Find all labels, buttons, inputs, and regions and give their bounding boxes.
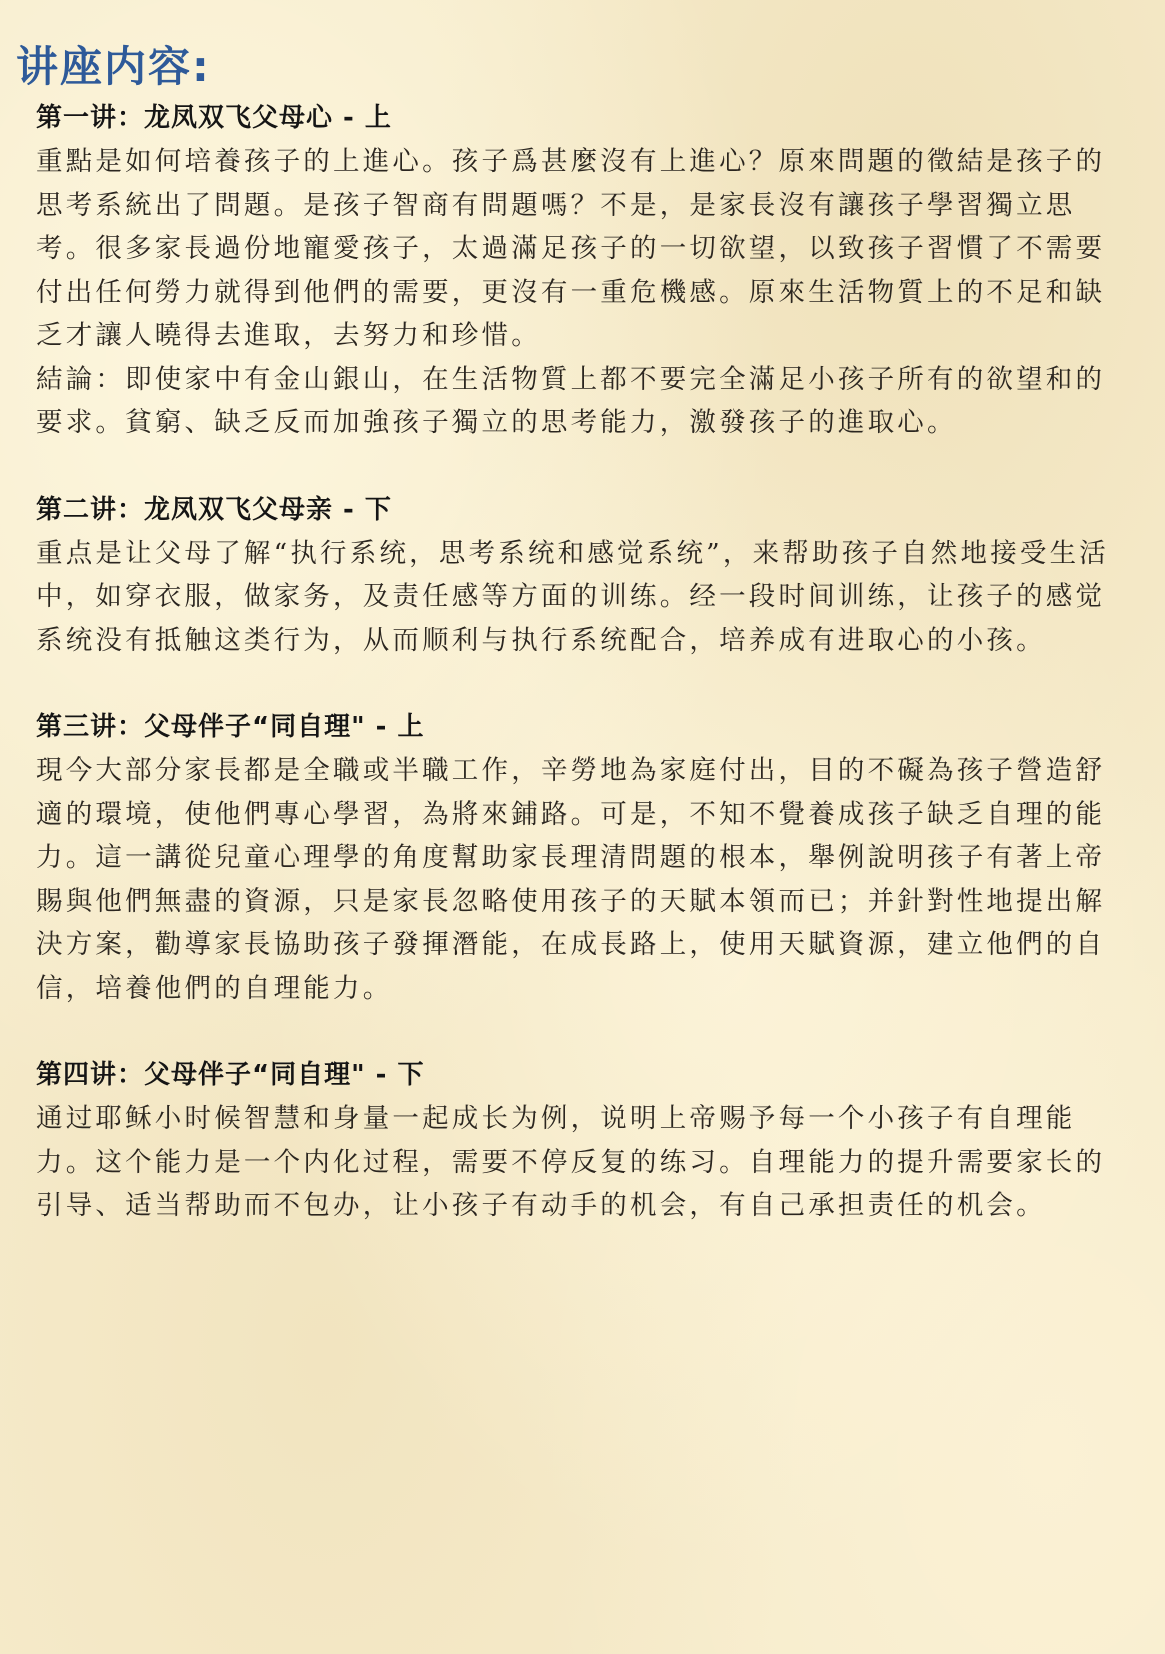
- lecture-section-2: [36, 488, 1125, 663]
- lecture-conclusion: 結論：即使家中有金山銀山，在生活物質上都不要完全滿足小孩子所有的欲望和的要求。貧窮、缺乏反而加強孩子獨立的思考能力，激發孩子的進取心。: [36, 363, 1106, 438]
- lecture-paragraph: 重点是让父母了解“执行系统，思考系统和感觉系统”，来帮助孩子自然地接受生活中，如穿衣服，做家务，及责任感等方面的训练。经一段时间训练，让孩子的感觉系统没有抵触这类行为，从而顺利与执行系统配合，培养成有进取心的小孩。: [36, 537, 1109, 656]
- lecture-heading: 第一讲：龙凤双飞父母心 - 上: [36, 103, 392, 133]
- lecture-section-1: [36, 96, 1125, 445]
- lecture-paragraph: 重點是如何培養孩子的上進心。孩子爲甚麼沒有上進心？原來問題的徵結是孩子的思考系統出了問題。是孩子智商有問題嗎？不是，是家長沒有讓孩子學習獨立思考。很多家長過份地寵愛孩子，太過滿足孩子的一切欲望，以致孩子習慣了不需要付出任何勞力就得到他們的需要，更沒有一重危機感。原來生活物質上的不足和缺乏才讓人曉得去進取，去努力和珍惜。: [36, 146, 1106, 351]
- lecture-heading: 第三讲：父母伴子“同自理" - 上: [36, 712, 425, 742]
- lecture-heading: 第二讲：龙凤双飞父母亲 - 下: [36, 494, 392, 525]
- page-title: 讲座内容:: [16, 42, 211, 91]
- lecture-paragraph: 現今大部分家長都是全職或半職工作，辛勞地為家庭付出，目的不礙為孩子營造舒適的環境，使他們專心學習，為將來鋪路。可是，不知不覺養成孩子缺乏自理的能力。這一講從兒童心理學的角度幫助家長理清問題的根本，舉例說明孩子有著上帝賜與他們無盡的資源，只是家長忽略使用孩子的天賦本領而已；并針對性地提出解決方案，勸導家長協助孩子發揮潛能，在成長路上，使用天賦資源，建立他們的自信，培養他們的自理能力。: [36, 755, 1106, 1004]
- lecture-section-4: [36, 1053, 1125, 1228]
- lecture-paragraph: 通过耶稣小时候智慧和身量一起成长为例，说明上帝赐予每一个小孩子有自理能力。这个能力是一个内化过程，需要不停反复的练习。自理能力的提升需要家长的引导、适当帮助而不包办，让小孩子有动手的机会，有自己承担责任的机会。: [36, 1103, 1106, 1221]
- lecture-section-3: [36, 705, 1125, 1010]
- lecture-heading: 第四讲：父母伴子“同自理" - 下: [36, 1060, 425, 1090]
